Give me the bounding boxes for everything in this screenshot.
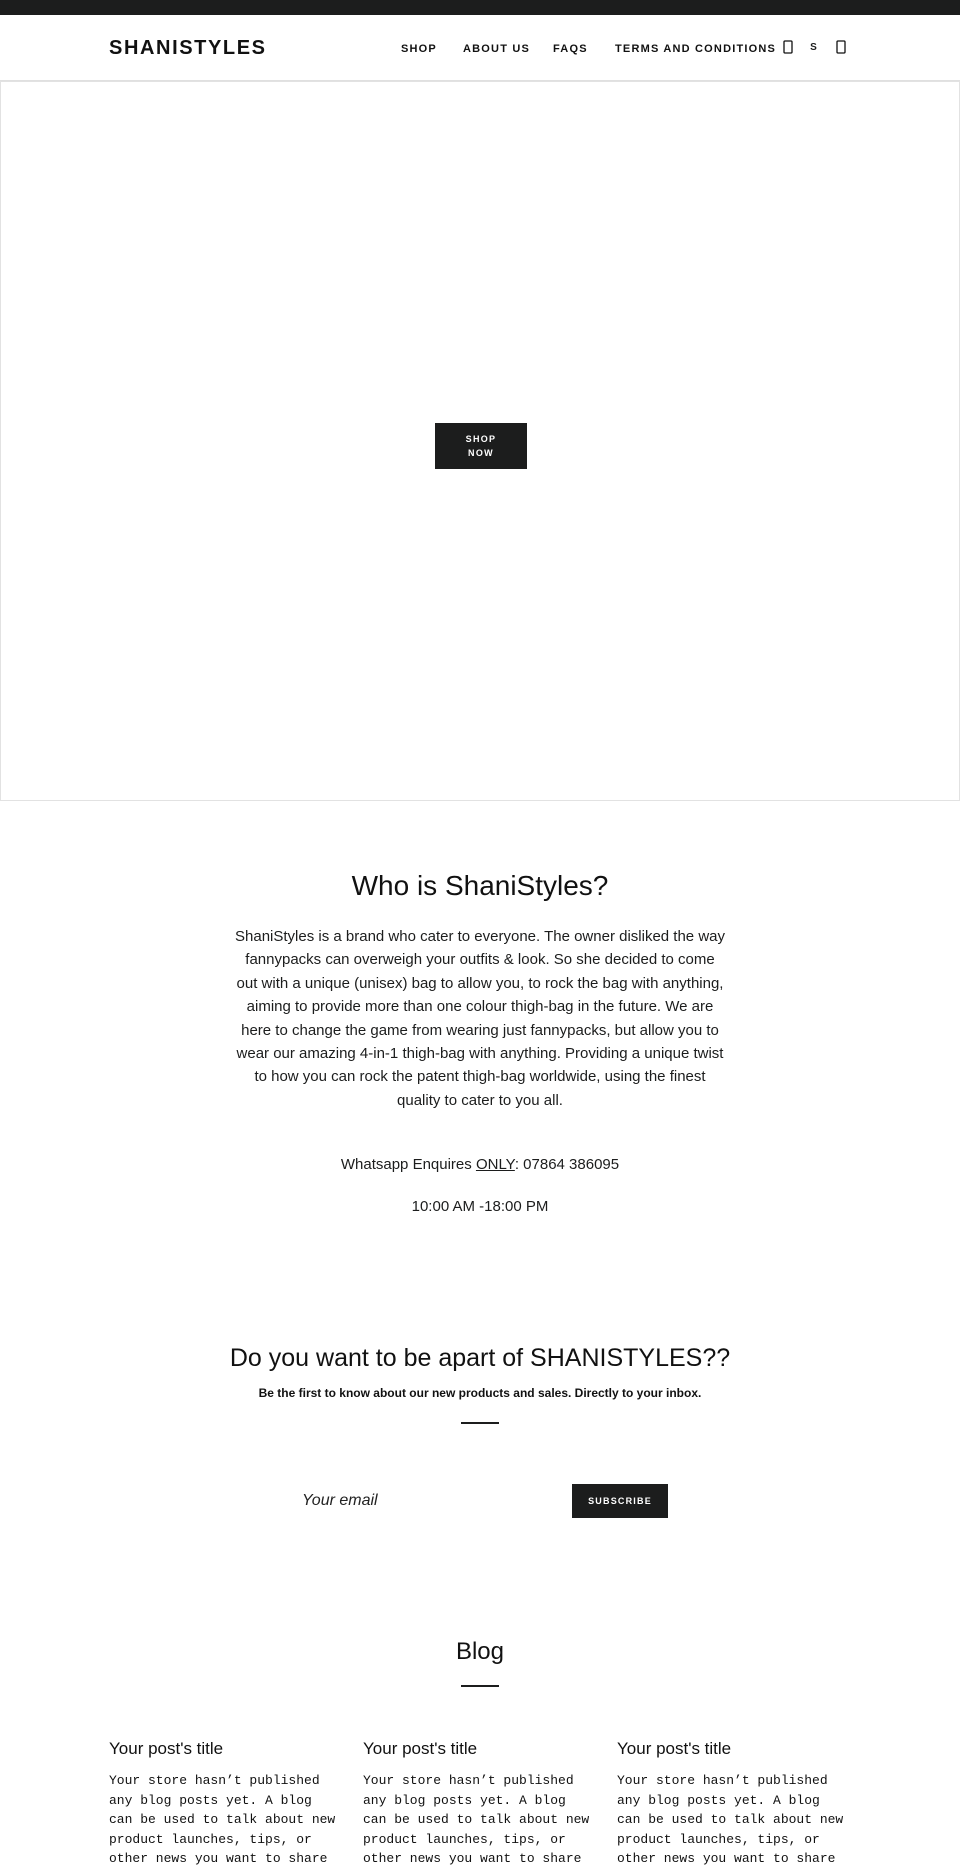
blog-post-title[interactable]: Your post's title [109,1739,224,1758]
whatsapp-only: ONLY [475,1156,515,1173]
whatsapp-contact [0,1156,960,1173]
email-input[interactable] [294,1484,564,1518]
currency-selector[interactable]: S [810,41,818,53]
blog-post-excerpt: Your store hasn’t published any blog posts yet. A blog can be used to talk about new product launches, tips, or other news you want to share [109,1773,336,1866]
blog-post-excerpt: Your store hasn’t published any blog posts yet. A blog can be used to talk about new product launches, tips, or other news you want to share [363,1773,590,1866]
blog-title: Blog [455,1638,505,1665]
nav-link-terms[interactable]: TERMS AND CONDITIONS [615,43,777,55]
announcement-bar [0,0,960,15]
nav-link-shop[interactable]: SHOP [401,43,437,55]
blog-post [363,1739,597,1869]
blog-post-excerpt: Your store hasn’t published any blog posts yet. A blog can be used to talk about new product launches, tips, or other news you want to share [617,1773,844,1866]
newsletter-title: Do you want to be apart of SHANISTYLES?? [229,1344,731,1372]
newsletter-divider [461,1422,499,1424]
blog-post [617,1739,851,1869]
blog-divider [461,1685,499,1687]
blog-post [109,1739,343,1869]
site-header [0,15,960,81]
site-logo[interactable]: SHANISTYLES [109,37,267,59]
about-body: ShaniStyles is a brand who cater to everyone. The owner disliked the way fannypacks can overweigh your outfits & look. So she decided to come out with a unique (unisex) bag to allow you, to rock the bag with anything, aiming to provide more than one colour thigh-bag in the future. We are here to change the game from wearing just fannypacks, but allow you to wear our amazing 4-in-1 thigh-bag with anything. Providing a unique twist to how you can rock the patent thigh-bag worldwide, using the finest quality to cater to you all. [235,928,725,1109]
hero-banner [0,81,960,801]
shop-now-button[interactable]: SHOP NOW [435,423,527,469]
opening-hours: 10:00 AM -18:00 PM [411,1198,549,1215]
nav-link-faqs[interactable]: FAQS [553,43,588,55]
user-icon[interactable] [782,38,794,56]
about-title: Who is ShaniStyles? [351,870,609,901]
blog-post-title[interactable]: Your post's title [617,1739,732,1758]
newsletter-subtitle: Be the first to know about our new products and sales. Directly to your inbox. [258,1386,702,1400]
whatsapp-prefix: Whatsapp Enquires [340,1156,476,1173]
blog-post-title[interactable]: Your post's title [363,1739,478,1758]
bag-icon[interactable] [835,38,847,56]
nav-link-about-us[interactable]: ABOUT US [463,43,531,55]
whatsapp-number: : 07864 386095 [514,1156,620,1173]
subscribe-button[interactable]: SUBSCRIBE [572,1484,668,1518]
